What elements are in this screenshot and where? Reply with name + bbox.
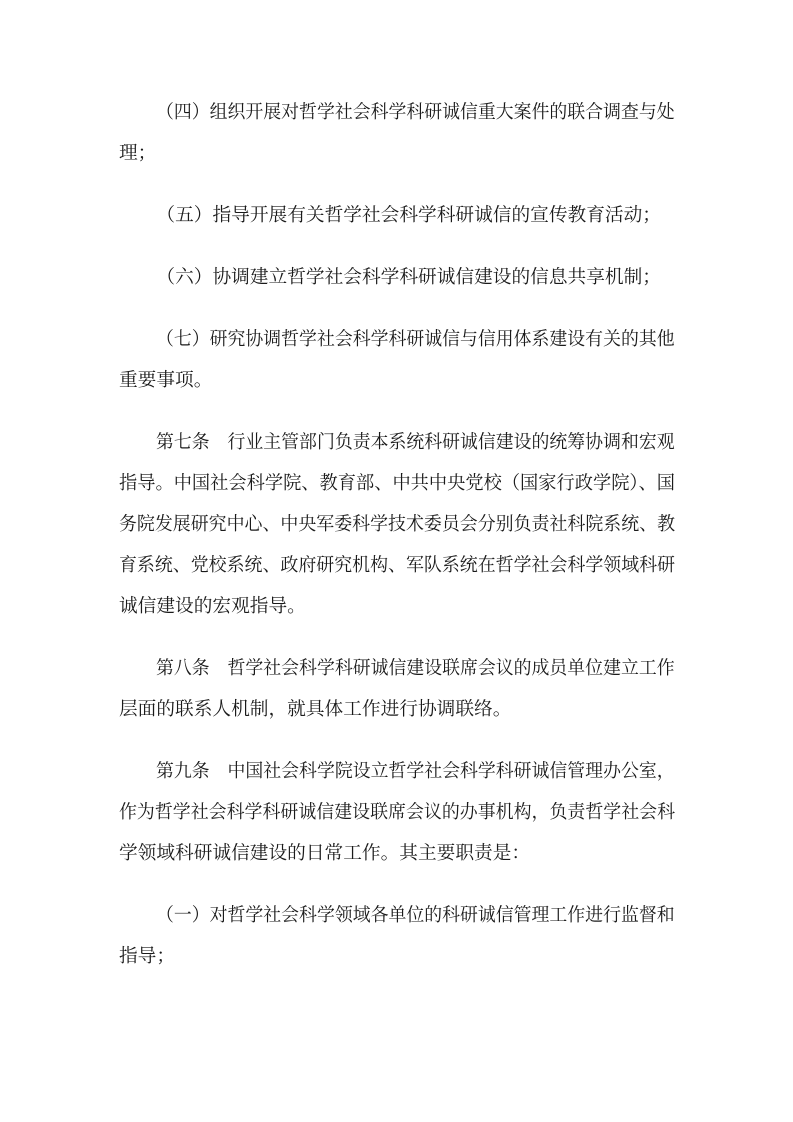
line-text: （七）研究协调哲学社会科学科研诚信与信用体系建设有关的其他 — [156, 329, 675, 350]
line-text: 第九条 中国社会科学院设立哲学社会科学科研诚信管理办公室， — [156, 761, 675, 782]
text-line — [119, 257, 675, 298]
text-line — [119, 751, 675, 792]
text-line — [119, 936, 675, 977]
line-text: （六）协调建立哲学社会科学科研诚信建设的信息共享机制； — [156, 267, 661, 288]
text-line — [119, 545, 675, 586]
text-line — [119, 504, 675, 545]
line-text: 作为哲学社会科学科研诚信建设联席会议的办事机构，负责哲学社会科 — [119, 802, 675, 823]
line-text: 学领域科研诚信建设的日常工作。其主要职责是： — [119, 843, 531, 864]
paragraph — [119, 648, 675, 730]
line-text: 第七条 行业主管部门负责本系统科研诚信建设的统筹协调和宏观 — [156, 432, 675, 453]
line-text: （一）对哲学社会科学领域各单位的科研诚信管理工作进行监督和 — [156, 905, 675, 926]
line-text: 指导。中国社会科学院、教育部、中共中央党校（国家行政学院）、国 — [119, 473, 675, 494]
line-text: 诚信建设的宏观指导。 — [119, 596, 306, 617]
text-line — [119, 463, 675, 504]
text-line — [119, 895, 675, 936]
paragraph — [119, 319, 675, 401]
text-line — [119, 195, 675, 236]
text-line — [119, 92, 675, 133]
paragraph — [119, 422, 675, 627]
document-body — [119, 92, 675, 977]
paragraph — [119, 195, 675, 236]
text-line — [119, 586, 675, 627]
line-text: 指导； — [119, 946, 176, 967]
line-text: 第八条 哲学社会科学科研诚信建设联席会议的成员单位建立工作 — [156, 658, 675, 679]
line-text: 务院发展研究中心、中央军委科学技术委员会分别负责社科院系统、教 — [119, 514, 675, 535]
text-line — [119, 792, 675, 833]
paragraph — [119, 92, 675, 174]
paragraph — [119, 895, 675, 977]
text-line — [119, 422, 675, 463]
text-line — [119, 360, 675, 401]
text-line — [119, 833, 675, 874]
line-text: 理； — [119, 143, 157, 164]
paragraph — [119, 257, 675, 298]
line-text: 重要事项。 — [119, 370, 213, 391]
line-text: （五）指导开展有关哲学社会科学科研诚信的宣传教育活动； — [156, 205, 661, 226]
line-text: （四）组织开展对哲学社会科学科研诚信重大案件的联合调查与处 — [156, 102, 675, 123]
line-text: 层面的联系人机制，就具体工作进行协调联络。 — [119, 699, 512, 720]
paragraph — [119, 751, 675, 874]
text-line — [119, 319, 675, 360]
line-text: 育系统、党校系统、政府研究机构、军队系统在哲学社会科学领域科研 — [119, 555, 675, 576]
text-line — [119, 648, 675, 689]
text-line — [119, 133, 675, 174]
text-line — [119, 689, 675, 730]
